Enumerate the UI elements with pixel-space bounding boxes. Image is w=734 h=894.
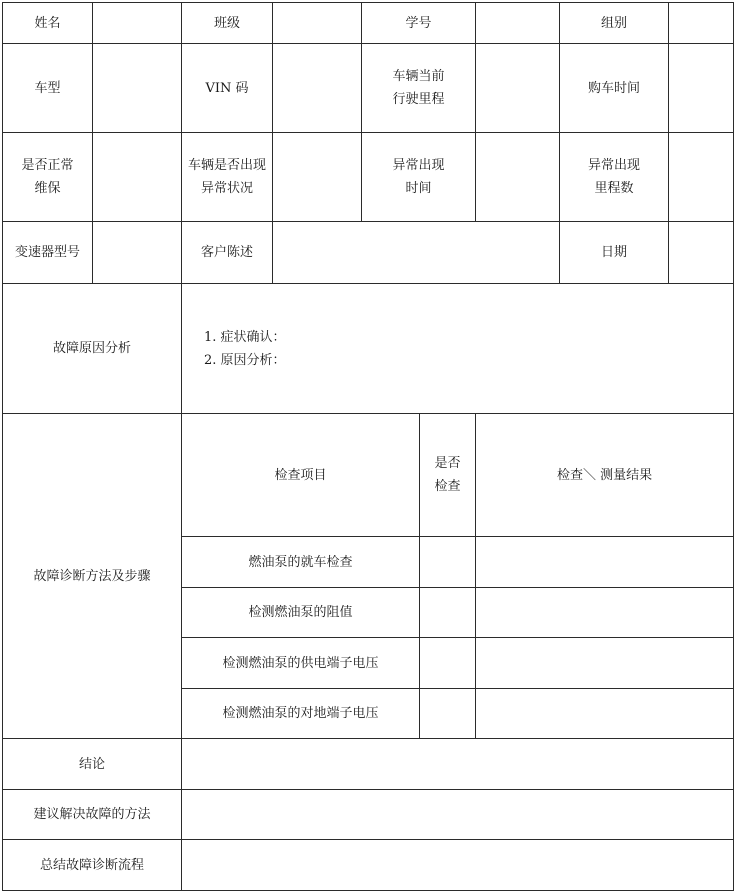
mileage-field[interactable] (476, 44, 560, 133)
result-field[interactable] (476, 638, 734, 689)
result-field[interactable] (476, 537, 734, 588)
check-item-resistance: 检测燃油泵的阻值 (182, 588, 420, 638)
name-field[interactable] (93, 3, 182, 44)
row-suggestion (3, 790, 734, 840)
abnormal-label (182, 133, 273, 222)
student-id-label: 学号 (362, 3, 476, 44)
suggestion-label: 建议解决故障的方法 (3, 790, 182, 840)
checked-field[interactable] (420, 638, 476, 689)
result-field[interactable] (476, 689, 734, 739)
vin-label: VIN 码 (182, 44, 273, 133)
analysis-item-cause: 2. 原因分析： (204, 352, 286, 368)
row-basic-info (3, 3, 734, 44)
maintenance-label (3, 133, 93, 222)
check-item-onvehicle: 燃油泵的就车检查 (182, 537, 420, 588)
result-field[interactable] (476, 588, 734, 638)
row-summary (3, 840, 734, 891)
abnormal-time-label (362, 133, 476, 222)
row-vehicle-info (3, 44, 734, 133)
check-item-ground-voltage: 检测燃油泵的对地端子电压 (182, 689, 420, 739)
maintenance-field[interactable] (93, 133, 182, 222)
maintenance-label-line2: 维保 (34, 181, 61, 196)
mileage-label-line2: 行驶里程 (392, 92, 445, 107)
col-header-checked-line2: 检查 (434, 479, 461, 494)
vehicle-model-field[interactable] (93, 44, 182, 133)
abnormal-time-label-line1: 异常出现 (392, 158, 445, 173)
abnormal-label-line2: 异常状况 (200, 181, 253, 196)
row-diagnosis-header (3, 414, 734, 537)
conclusion-label: 结论 (3, 739, 182, 790)
abnormal-mileage-label-line1: 异常出现 (588, 158, 641, 173)
abnormal-label-line1: 车辆是否出现 (187, 158, 266, 173)
row-abnormal-info (3, 133, 734, 222)
customer-statement-field[interactable] (273, 222, 560, 284)
form-table (2, 2, 734, 891)
analysis-item-symptom: 1. 症状确认： (204, 329, 286, 345)
purchase-time-field[interactable] (669, 44, 734, 133)
row-customer-info (3, 222, 734, 284)
row-analysis (3, 284, 734, 414)
class-label: 班级 (182, 3, 273, 44)
col-header-checked (420, 414, 476, 537)
analysis-content[interactable] (182, 284, 734, 414)
class-field[interactable] (273, 3, 362, 44)
transmission-label: 变速器型号 (3, 222, 93, 284)
col-header-checked-line1: 是否 (434, 456, 461, 471)
student-id-field[interactable] (476, 3, 560, 44)
abnormal-mileage-field[interactable] (669, 133, 734, 222)
analysis-list (204, 326, 729, 372)
col-header-result: 检查＼ 测量结果 (476, 414, 734, 537)
diagnosis-label: 故障诊断方法及步骤 (3, 414, 182, 739)
date-label: 日期 (560, 222, 669, 284)
conclusion-field[interactable] (182, 739, 734, 790)
abnormal-mileage-label-line2: 里程数 (594, 181, 634, 196)
name-label: 姓名 (3, 3, 93, 44)
summary-field[interactable] (182, 840, 734, 891)
group-label: 组别 (560, 3, 669, 44)
checked-field[interactable] (420, 588, 476, 638)
maintenance-label-line1: 是否正常 (21, 158, 74, 173)
customer-statement-label: 客户陈述 (182, 222, 273, 284)
check-item-supply-voltage: 检测燃油泵的供电端子电压 (182, 638, 420, 689)
mileage-label (362, 44, 476, 133)
analysis-label: 故障原因分析 (3, 284, 182, 414)
fault-diagnosis-form (2, 2, 734, 891)
summary-label: 总结故障诊断流程 (3, 840, 182, 891)
group-field[interactable] (669, 3, 734, 44)
date-field[interactable] (669, 222, 734, 284)
vin-field[interactable] (273, 44, 362, 133)
vehicle-model-label: 车型 (3, 44, 93, 133)
checked-field[interactable] (420, 689, 476, 739)
abnormal-mileage-label (560, 133, 669, 222)
checked-field[interactable] (420, 537, 476, 588)
purchase-time-label: 购车时间 (560, 44, 669, 133)
abnormal-time-field[interactable] (476, 133, 560, 222)
suggestion-field[interactable] (182, 790, 734, 840)
mileage-label-line1: 车辆当前 (392, 69, 445, 84)
transmission-field[interactable] (93, 222, 182, 284)
abnormal-time-label-line2: 时间 (405, 181, 432, 196)
abnormal-field[interactable] (273, 133, 362, 222)
row-conclusion (3, 739, 734, 790)
col-header-check-item: 检查项目 (182, 414, 420, 537)
